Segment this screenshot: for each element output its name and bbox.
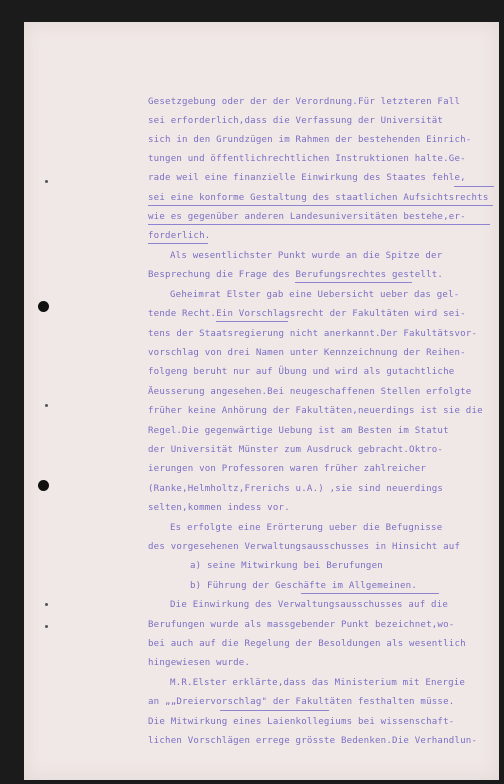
underline	[454, 186, 494, 187]
text-line: vorschlag von drei Namen unter Kennzeichnung der Reihen-	[148, 348, 466, 358]
text-line: tende Recht.Ein Vorschlagsrecht der Fakultäten wird sei-	[148, 309, 466, 319]
text-line: Es erfolgte eine Erörterung ueber die Befugnisse	[170, 523, 443, 533]
text-line: hingewiesen wurde.	[148, 658, 251, 668]
text-line: Die Mitwirkung eines Laienkollegiums bei wissenschaft-	[148, 717, 455, 727]
text-line: sei erforderlich,dass die Verfassung der Universität	[148, 116, 444, 126]
underline	[148, 224, 490, 225]
underline	[220, 710, 329, 711]
text-line: Als wesentlichster Punkt wurde an die Spitze der	[170, 251, 443, 261]
text-line: Geheimrat Elster gab eine Uebersicht ueber das gel-	[170, 290, 460, 300]
text-line: Äeusserung angesehen.Bei neugeschaffenen Stellen erfolgte	[148, 387, 472, 397]
text-line: Regel.Die gegenwärtige Uebung ist am Besten im Statut	[148, 426, 449, 436]
text-line: forderlich.	[148, 231, 211, 241]
text-line: rade weil eine finanzielle Einwirkung des Staates fehle,	[148, 173, 466, 183]
text-line: sich in den Grundzügen im Rahmen der bestehenden Einrich-	[148, 135, 472, 145]
document-page	[24, 22, 499, 780]
text-line: an „„Dreiervorschlag" der Fakultäten festhalten müsse.	[148, 697, 455, 707]
text-line: M.R.Elster erklärte,dass das Ministerium mit Energie	[170, 678, 466, 688]
text-line: Die Einwirkung des Verwaltungsausschusses auf die	[170, 600, 449, 610]
text-line: wie es gegenüber anderen Landesuniversitäten bestehe,er-	[148, 212, 466, 222]
text-line: sei eine konforme Gestaltung des staatlichen Aufsichtsrechts	[148, 193, 489, 203]
text-line: folgeng beruht nur auf Übung und wird als gutachtliche	[148, 367, 455, 377]
text-line: selten,kommen indess vor.	[148, 503, 290, 513]
text-line: a) seine Mitwirkung bei Berufungen	[190, 561, 383, 571]
text-line: des vorgesehenen Verwaltungsausschusses in Hinsicht auf	[148, 542, 461, 552]
text-line: Berufungen wurde als massgebender Punkt bezeichnet,wo-	[148, 620, 455, 630]
text-line: b) Führung der Geschäfte im Allgemeinen.	[190, 581, 417, 591]
underline	[216, 321, 288, 322]
underline	[301, 593, 439, 594]
text-line: tungen und öffentlichrechtlichen Instruktionen halte.Ge-	[148, 154, 466, 164]
text-line: Gesetzgebung oder der der Verordnung.Für letzteren Fall	[148, 97, 461, 107]
underline	[148, 205, 493, 206]
text-line: bei auch auf die Regelung der Besoldungen als wesentlich	[148, 639, 466, 649]
text-line: Besprechung die Frage des Berufungsrechtes gestellt.	[148, 270, 444, 280]
text-line: ierungen von Professoren waren früher zahlreicher	[148, 464, 427, 474]
typed-text-body	[24, 22, 499, 780]
text-line: früher keine Anhörung der Fakultäten,neuerdings ist sie die	[148, 406, 483, 416]
text-line: lichen Vorschlägen errege grösste Bedenken.Die Verhandlun-	[148, 736, 478, 746]
text-line: (Ranke,Helmholtz,Frerichs u.A.) ,sie sind neuerdings	[148, 484, 444, 494]
underline	[148, 243, 208, 244]
text-line: der Universität Münster zum Ausdruck gebracht.Oktro-	[148, 445, 444, 455]
underline	[295, 282, 412, 283]
text-line: tens der Staatsregierung nicht anerkannt.Der Fakultätsvor-	[148, 329, 478, 339]
